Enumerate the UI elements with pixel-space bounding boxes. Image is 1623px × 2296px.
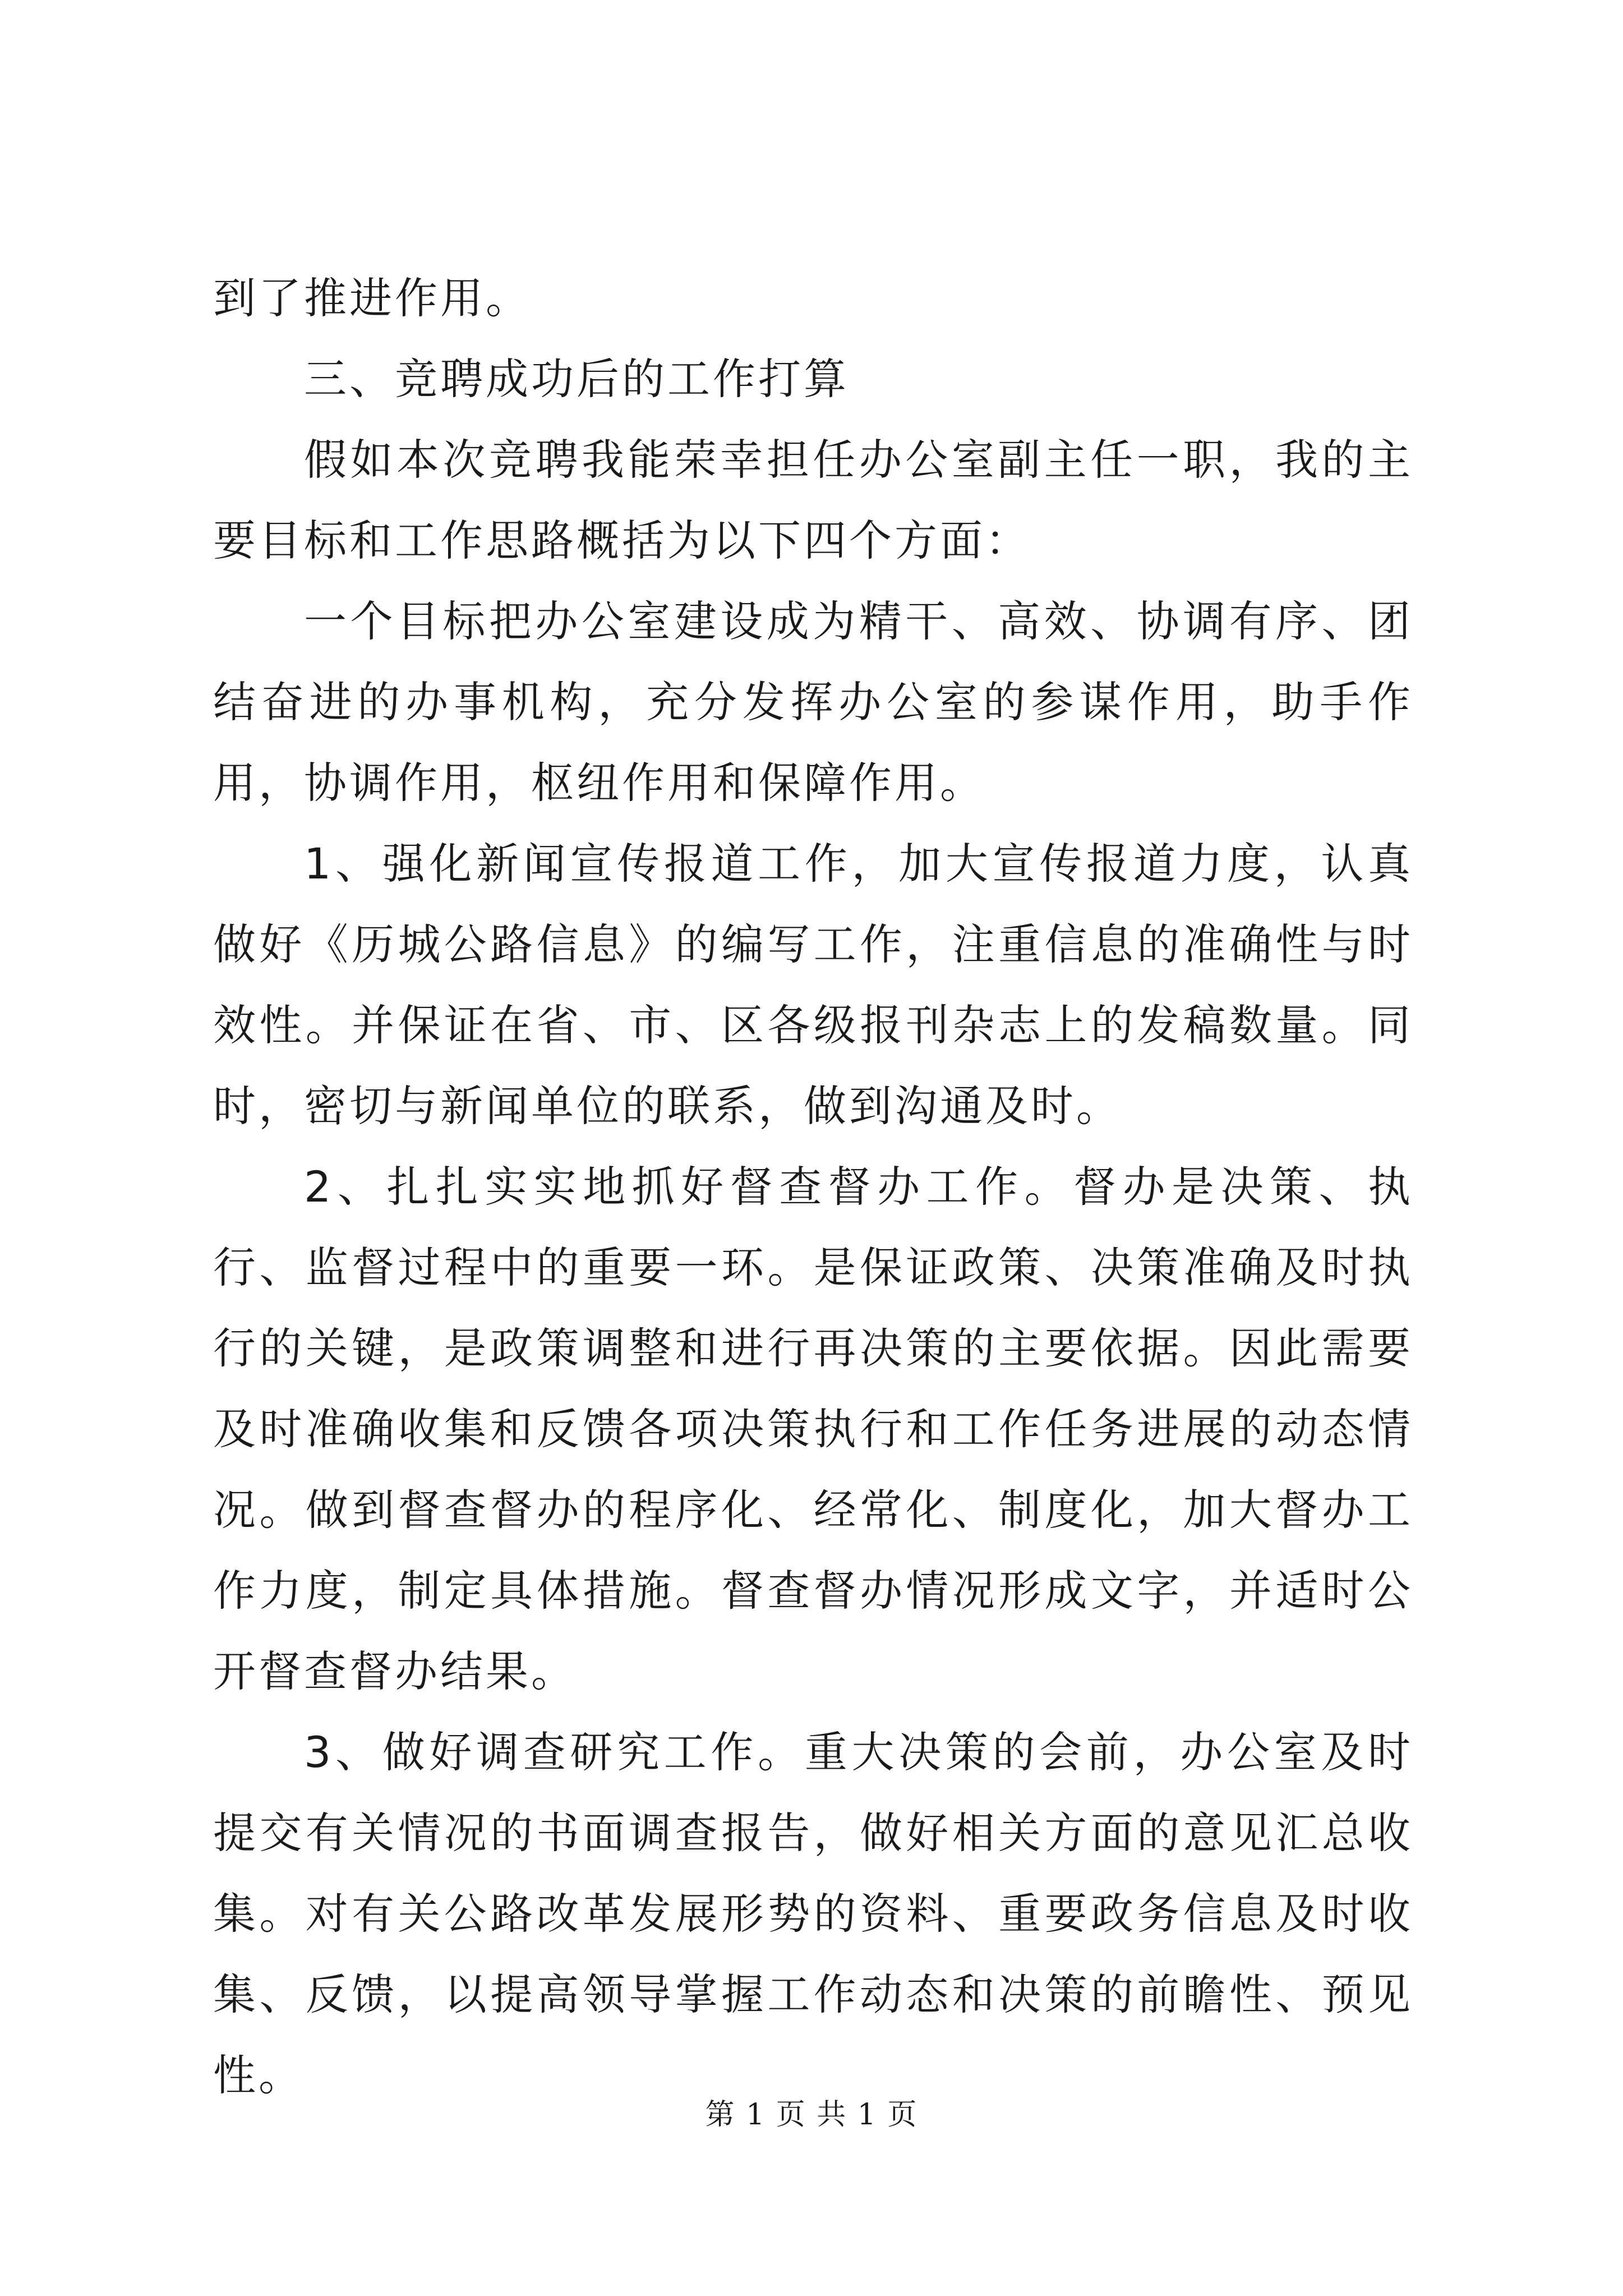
paragraph-item-3: 3、做好调查研究工作。重大决策的会前，办公室及时提交有关情况的书面调查报告，做好相关方面的意见汇总收集。对有关公路改革发展形势的资料、重要政务信息及时收集、反馈，以提高领导掌握工作动态和决策的前瞻性、预见性。 xyxy=(213,1727,1413,2100)
paragraph-item-1: 1、强化新闻宣传报道工作，加大宣传报道力度，认真做好《历城公路信息》的编写工作，注重信息的准确性与时效性。并保证在省、市、区各级报刊杂志上的发稿数量。同时，密切与新闻单位的联系，做到沟通及时。 xyxy=(213,839,1413,1131)
paragraph-continuation: 到了推进作用。 xyxy=(213,273,531,323)
paragraph-goal: 一个目标把办公室建设成为精干、高效、协调有序、团结奋进的办事机构，充分发挥办公室的参谋作用，助手作用，协调作用，枢纽作用和保障作用。 xyxy=(213,596,1413,808)
paragraph-item-2: 2、扎扎实实地抓好督查督办工作。督办是决策、执行、监督过程中的重要一环。是保证政策、决策准确及时执行的关键，是政策调整和进行再决策的主要依据。因此需要及时准确收集和反馈各项决策执行和工作任务进展的动态情况。做到督查督办的程序化、经常化、制度化，加大督办工作力度，制定具体措施。督查督办情况形成文字，并适时公开督查督办结果。 xyxy=(213,1162,1413,1696)
page-footer: 第 1 页 共 1 页 xyxy=(705,2098,918,2132)
paragraph-intro: 假如本次竞聘我能荣幸担任办公室副主任一职，我的主要目标和工作思路概括为以下四个方面： xyxy=(213,435,1413,565)
section-heading: 三、竞聘成功后的工作打算 xyxy=(304,354,849,404)
document-body xyxy=(213,258,1413,2116)
